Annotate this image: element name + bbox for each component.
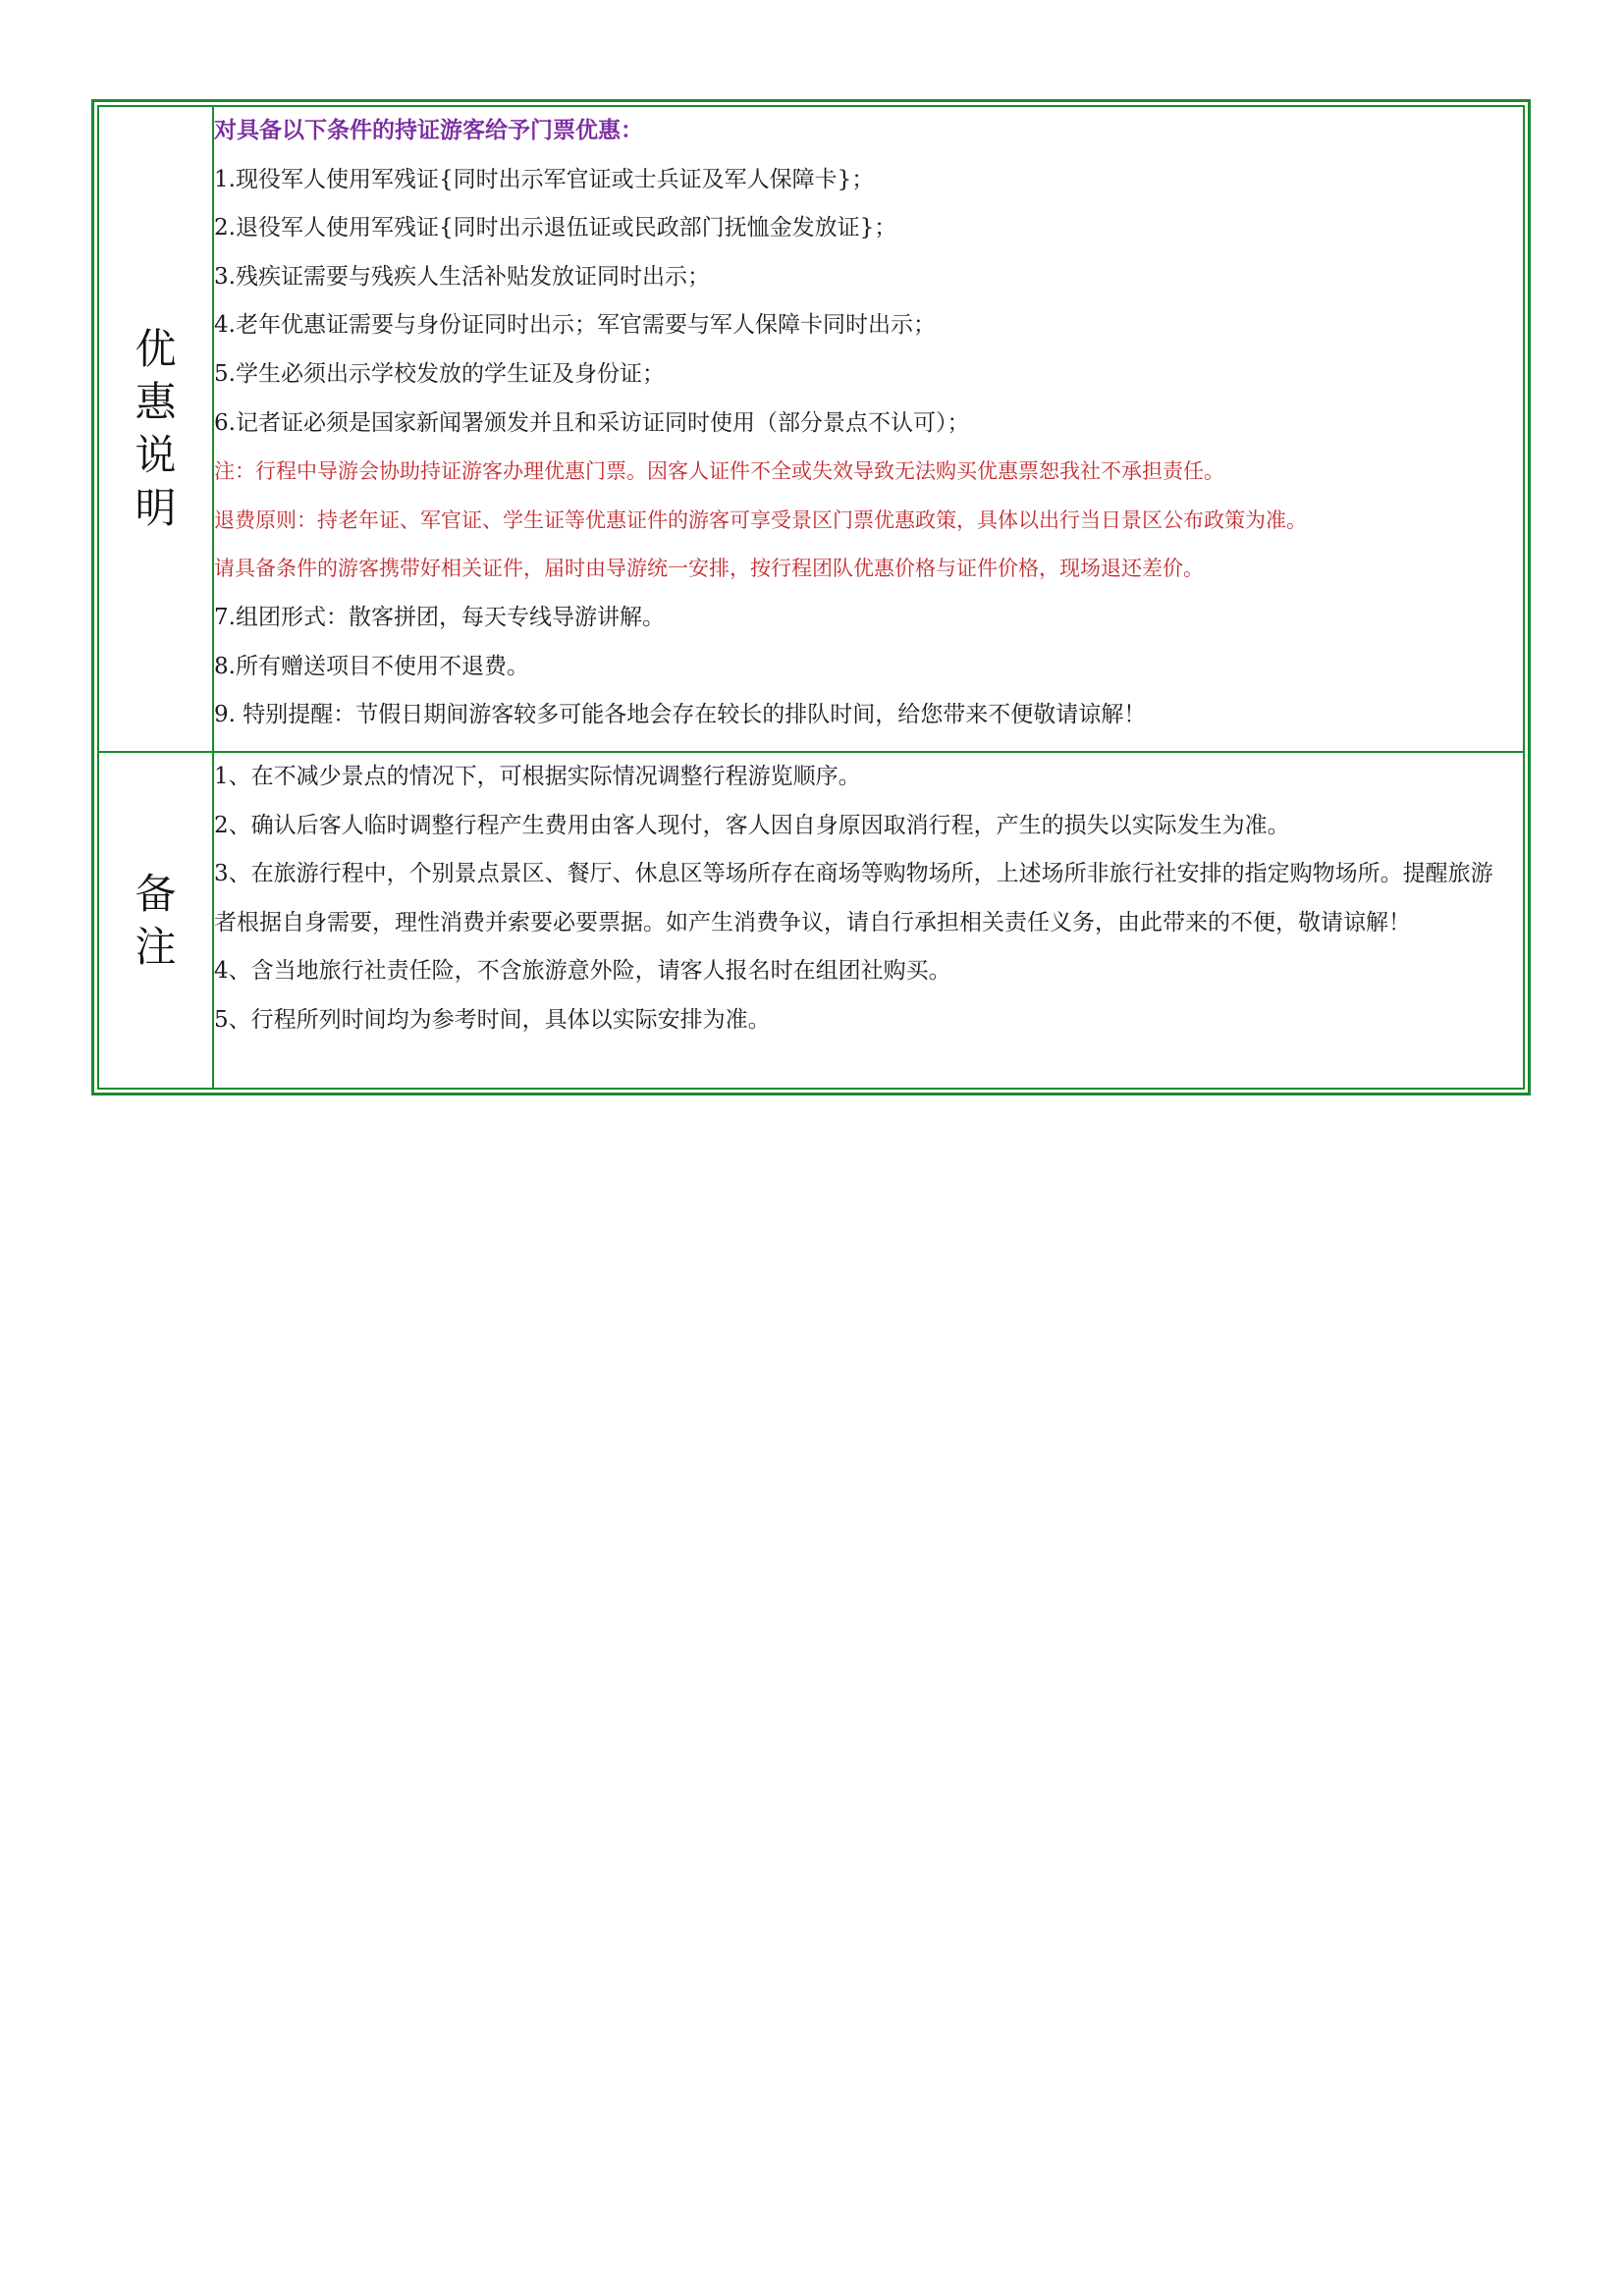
discount-note: 请具备条件的游客携带好相关证件，届时由导游统一安排，按行程团队优惠价格与证件价格，现场退还差价。 [214, 557, 1204, 581]
remark-item: 3、在旅游行程中，个别景点景区、餐厅、休息区等场所存在商场等购物场所，上述场所非旅行社安排的指定购物场所。提醒旅游者根据自身需要，理性消费并索要必要票据。如产生消费争议，请自行承担相关责任义务，由此带来的不便，敬请谅解！ [214, 861, 1493, 935]
refund-principle: 退费原则：持老年证、军官证、学生证等优惠证件的游客可享受景区门票优惠政策，具体以出行当日景区公布政策为准。 [214, 507, 1307, 532]
discount-item: 3.残疾证需要与残疾人生活补贴发放证同时出示； [214, 263, 710, 290]
remark-item: 2、确认后客人临时调整行程产生费用由客人现付，客人因自身原因取消行程，产生的损失以实际发生为准。 [214, 812, 1290, 838]
remark-item: 5、行程所列时间均为参考时间，具体以实际安排为准。 [214, 1006, 771, 1033]
discount-label-cell [98, 106, 213, 752]
discount-item: 2.退役军人使用军残证{同时出示退伍证或民政部门抚恤金发放证}； [214, 215, 897, 241]
discount-note: 注：行程中导游会协助持证游客办理优惠门票。因客人证件不全或失效导致无法购买优惠票恕我社不承担责任。 [214, 459, 1224, 484]
remark-item: 4、含当地旅行社责任险，不含旅游意外险，请客人报名时在组团社购买。 [214, 958, 951, 985]
info-table-frame [91, 99, 1531, 1095]
discount-item: 4.老年优惠证需要与身份证同时出示；军官需要与军人保障卡同时出示； [214, 312, 936, 339]
discount-heading: 对具备以下条件的持证游客给予门票优惠： [214, 118, 643, 143]
remarks-label-cell [98, 752, 213, 1089]
remarks-label: 备注 [135, 869, 177, 971]
remark-item: 1、在不减少景点的情况下，可根据实际情况调整行程游览顺序。 [214, 764, 861, 789]
discount-row [98, 106, 1524, 752]
info-table [97, 105, 1525, 1090]
remarks-content-cell [213, 752, 1524, 1089]
discount-item: 1.现役军人使用军残证{同时出示军官证或士兵证及军人保障卡}； [214, 166, 875, 192]
discount-item: 7.组团形式：散客拼团，每天专线导游讲解。 [214, 604, 665, 630]
remarks-row [98, 752, 1524, 1089]
discount-item: 6.记者证必须是国家新闻署颁发并且和采访证同时使用（部分景点不认可）； [214, 409, 970, 436]
discount-item: 5.学生必须出示学校发放的学生证及身份证； [214, 360, 665, 387]
discount-item: 8.所有赠送项目不使用不退费。 [214, 653, 529, 679]
discount-label: 优惠说明 [135, 325, 177, 532]
special-reminder: 9. 特别提醒：节假日期间游客较多可能各地会存在较长的排队时间，给您带来不便敬请谅解！ [214, 702, 1147, 728]
discount-content-cell [213, 106, 1524, 752]
